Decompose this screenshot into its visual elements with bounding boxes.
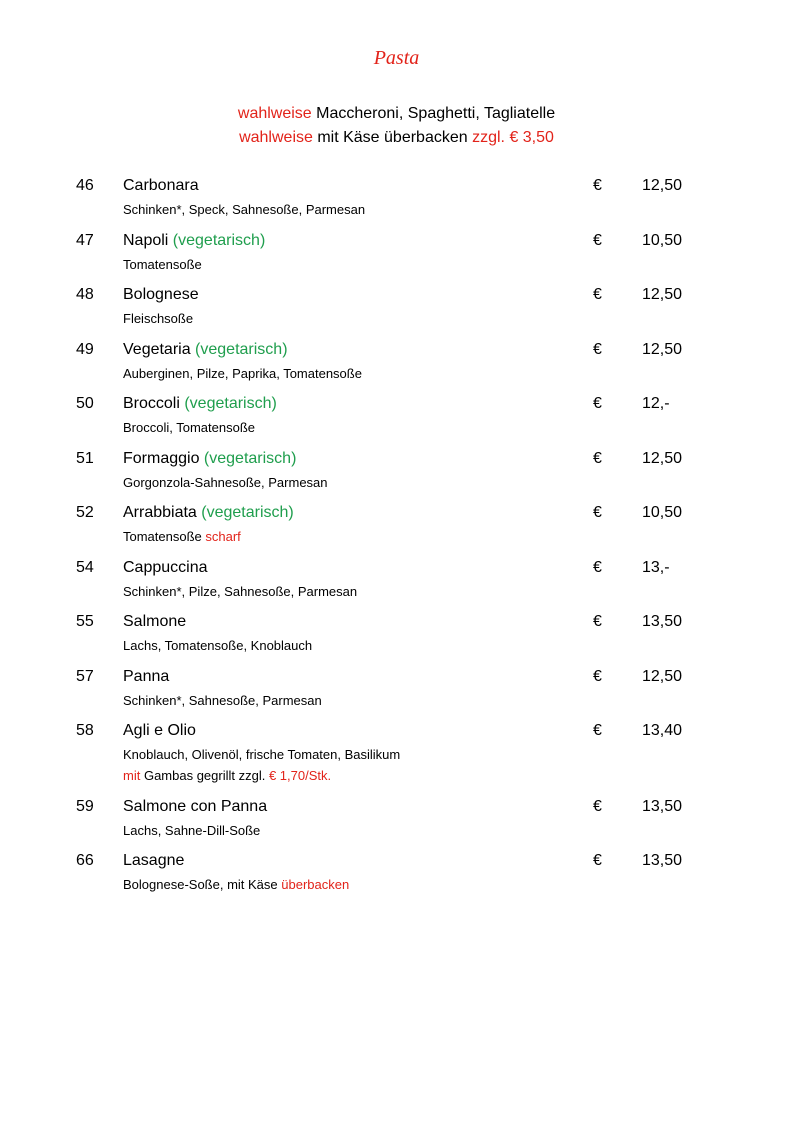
menu-item	[0, 393, 793, 448]
currency-symbol: €	[593, 797, 602, 815]
item-number: 58	[76, 722, 94, 739]
page-title: Pasta	[373, 47, 420, 69]
currency-symbol: €	[593, 231, 602, 249]
item-name-line	[123, 175, 199, 197]
item-number: 51	[76, 449, 94, 467]
item-name-line	[123, 284, 199, 306]
item-number: 59	[76, 797, 94, 815]
item-name: Lasagne	[123, 852, 185, 869]
menu-item	[0, 666, 793, 721]
pasta-type-options	[0, 104, 793, 124]
currency-symbol: €	[593, 395, 602, 412]
menu-item	[0, 339, 793, 394]
item-price: 12,50	[642, 667, 683, 685]
menu-item	[0, 448, 793, 503]
vegetarian-label: (vegetarisch)	[199, 449, 297, 467]
menu-list	[0, 175, 793, 905]
item-name: Arrabbiata	[123, 504, 197, 521]
item-name-line	[123, 557, 208, 579]
menu-item	[0, 557, 793, 612]
currency-symbol: €	[593, 286, 602, 303]
option-surcharge: zzgl. € 3,50	[472, 129, 554, 146]
item-number: 46	[76, 177, 94, 194]
item-price: 13,-	[642, 558, 670, 576]
description-highlight: scharf	[205, 529, 241, 544]
item-price: 12,50	[642, 449, 683, 467]
item-name: Bolognese	[123, 286, 199, 303]
menu-item	[0, 796, 793, 851]
currency-symbol: €	[593, 340, 602, 358]
item-price: 12,50	[642, 286, 683, 303]
item-extra-option: mit Gambas gegrillt zzgl. € 1,70/Stk.	[123, 768, 332, 783]
item-price: 10,50	[642, 231, 683, 249]
item-description: Bolognese-Soße, mit Käse überbacken	[123, 877, 350, 892]
item-price: 13,50	[642, 852, 683, 869]
item-number: 54	[76, 558, 94, 576]
item-name-line	[123, 666, 169, 688]
item-name-line	[123, 230, 265, 252]
item-name-line	[123, 850, 184, 872]
item-price: 13,50	[642, 613, 683, 630]
item-name: Salmone con Panna	[123, 797, 268, 815]
item-price: 12,50	[642, 177, 683, 194]
currency-symbol: €	[593, 722, 602, 739]
currency-symbol: €	[593, 449, 602, 467]
currency-symbol: €	[593, 558, 602, 576]
item-description: Schinken*, Speck, Sahnesoße, Parmesan	[123, 202, 366, 217]
currency-symbol: €	[593, 667, 602, 685]
item-description: Schinken*, Pilze, Sahnesoße, Parmesan	[123, 583, 358, 599]
vegetarian-label: (vegetarisch)	[179, 395, 277, 412]
item-name: Napoli	[123, 231, 169, 249]
vegetarian-label: (vegetarisch)	[190, 340, 288, 358]
item-name-line	[123, 448, 296, 470]
item-description: Auberginen, Pilze, Paprika, Tomatensoße	[123, 365, 362, 381]
item-name-line	[123, 611, 186, 633]
item-description: Knoblauch, Olivenöl, frische Tomaten, Basilikum	[123, 747, 401, 762]
item-number: 52	[76, 504, 94, 521]
item-number: 57	[76, 667, 94, 685]
menu-item	[0, 850, 793, 905]
item-price: 12,50	[642, 340, 683, 358]
option-prefix: wahlweise	[237, 105, 312, 122]
item-name: Formaggio	[123, 449, 200, 467]
option-prefix: wahlweise	[239, 129, 313, 146]
item-description: Lachs, Tomatensoße, Knoblauch	[123, 638, 313, 653]
item-description: Tomatensoße scharf	[123, 529, 241, 544]
menu-item	[0, 175, 793, 230]
item-name-line	[123, 502, 294, 524]
menu-item	[0, 230, 793, 285]
description-highlight: überbacken	[281, 877, 350, 892]
item-price: 12,-	[642, 395, 670, 412]
vegetarian-label: (vegetarisch)	[196, 504, 294, 521]
currency-symbol: €	[593, 613, 602, 630]
item-number: 49	[76, 340, 94, 358]
item-number: 47	[76, 231, 94, 249]
item-description: Tomatensoße	[123, 256, 202, 272]
item-name: Salmone	[123, 613, 187, 630]
item-name-line	[123, 796, 267, 818]
item-number: 50	[76, 395, 94, 412]
item-name: Agli e Olio	[123, 722, 196, 739]
menu-item	[0, 502, 793, 557]
item-description: Lachs, Sahne-Dill-Soße	[123, 822, 261, 838]
item-description: Schinken*, Sahnesoße, Parmesan	[123, 692, 322, 708]
menu-item	[0, 611, 793, 666]
item-name-line	[123, 339, 288, 361]
item-name: Broccoli	[123, 395, 180, 412]
currency-symbol: €	[593, 177, 602, 194]
cheese-option	[0, 128, 793, 148]
item-description: Fleischsoße	[123, 311, 194, 326]
item-name: Cappuccina	[123, 558, 208, 576]
item-name: Panna	[123, 667, 170, 685]
menu-item	[0, 284, 793, 339]
item-name-line	[123, 720, 196, 742]
item-description: Gorgonzola-Sahnesoße, Parmesan	[123, 474, 328, 490]
currency-symbol: €	[593, 852, 602, 869]
item-description: Broccoli, Tomatensoße	[123, 420, 255, 435]
vegetarian-label: (vegetarisch)	[168, 231, 266, 249]
item-price: 10,50	[642, 504, 683, 521]
currency-symbol: €	[593, 504, 602, 521]
item-price: 13,50	[642, 797, 683, 815]
item-number: 55	[76, 613, 94, 630]
item-price: 13,40	[642, 722, 683, 739]
option-text: Maccheroni, Spaghetti, Tagliatelle	[311, 105, 556, 122]
item-name: Carbonara	[123, 177, 199, 194]
item-name: Vegetaria	[123, 340, 191, 358]
item-number: 66	[76, 852, 94, 869]
option-text: mit Käse überbacken	[312, 129, 473, 146]
item-number: 48	[76, 286, 94, 303]
menu-item	[0, 720, 793, 796]
item-name-line	[123, 393, 277, 415]
